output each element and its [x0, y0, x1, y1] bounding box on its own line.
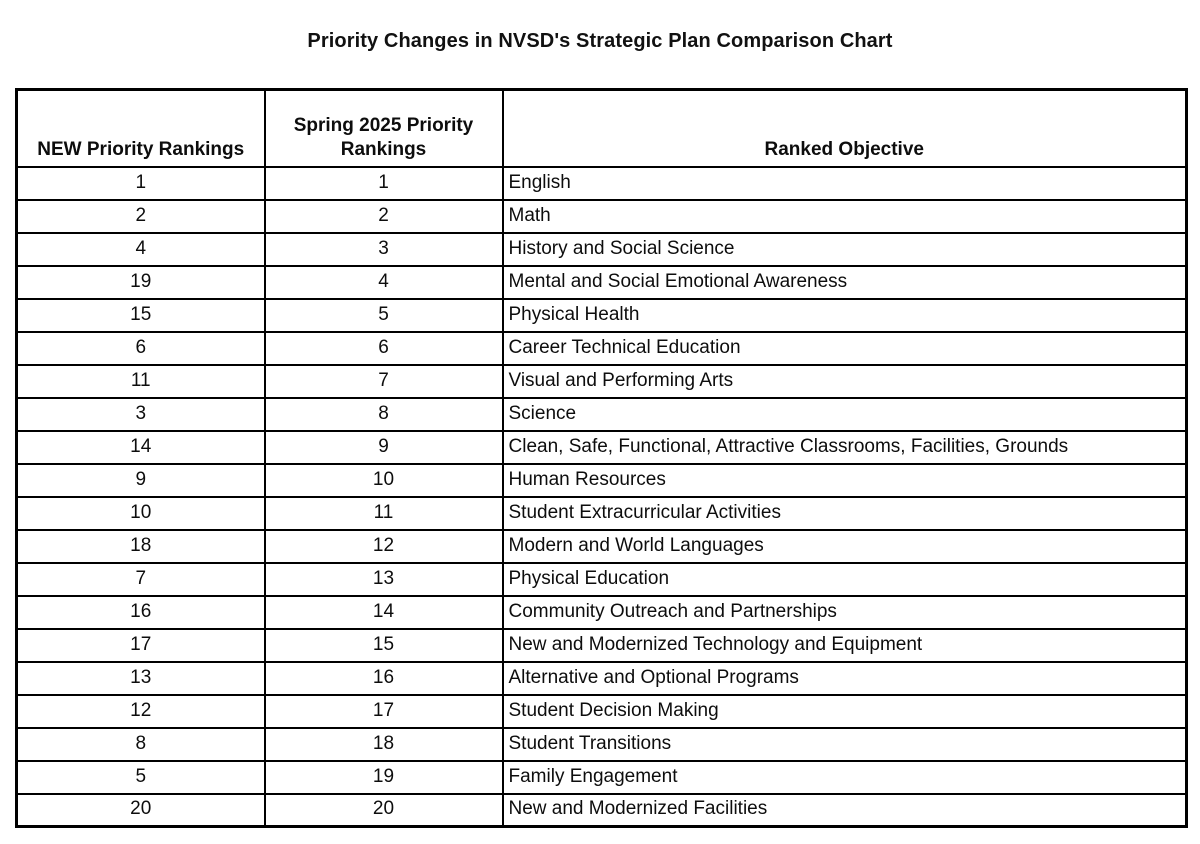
- spring-rank-cell: 16: [265, 662, 503, 695]
- spring-rank-cell: 11: [265, 497, 503, 530]
- objective-cell: Student Transitions: [503, 728, 1187, 761]
- spring-rank-cell: 8: [265, 398, 503, 431]
- objective-cell: Mental and Social Emotional Awareness: [503, 266, 1187, 299]
- table-row: [17, 629, 1187, 662]
- objective-cell: Math: [503, 200, 1187, 233]
- new-rank-cell: 14: [17, 431, 265, 464]
- header-spring-2025-priority-rankings: Spring 2025 Priority Rankings: [265, 90, 503, 167]
- spring-rank-cell: 10: [265, 464, 503, 497]
- new-rank-cell: 8: [17, 728, 265, 761]
- table-row: [17, 365, 1187, 398]
- spring-rank-cell: 9: [265, 431, 503, 464]
- spring-rank-cell: 13: [265, 563, 503, 596]
- new-rank-cell: 15: [17, 299, 265, 332]
- new-rank-cell: 1: [17, 167, 265, 200]
- table-row: [17, 200, 1187, 233]
- spring-rank-cell: 4: [265, 266, 503, 299]
- table-row: [17, 794, 1187, 827]
- objective-cell: Student Extracurricular Activities: [503, 497, 1187, 530]
- table-row: [17, 332, 1187, 365]
- objective-cell: Family Engagement: [503, 761, 1187, 794]
- objective-cell: Student Decision Making: [503, 695, 1187, 728]
- spring-rank-cell: 1: [265, 167, 503, 200]
- table-row: [17, 695, 1187, 728]
- objective-cell: Alternative and Optional Programs: [503, 662, 1187, 695]
- new-rank-cell: 16: [17, 596, 265, 629]
- table-row: [17, 167, 1187, 200]
- priority-comparison-table: [15, 88, 1188, 828]
- spring-rank-cell: 19: [265, 761, 503, 794]
- objective-cell: Modern and World Languages: [503, 530, 1187, 563]
- header-new-priority-rankings: NEW Priority Rankings: [17, 90, 265, 167]
- table-header: [17, 90, 1187, 167]
- header-row: [17, 90, 1187, 167]
- new-rank-cell: 7: [17, 563, 265, 596]
- table-row: [17, 596, 1187, 629]
- objective-cell: New and Modernized Technology and Equipment: [503, 629, 1187, 662]
- new-rank-cell: 2: [17, 200, 265, 233]
- new-rank-cell: 5: [17, 761, 265, 794]
- spring-rank-cell: 14: [265, 596, 503, 629]
- new-rank-cell: 18: [17, 530, 265, 563]
- spring-rank-cell: 17: [265, 695, 503, 728]
- header-ranked-objective: Ranked Objective: [503, 90, 1187, 167]
- spring-rank-cell: 12: [265, 530, 503, 563]
- table-row: [17, 464, 1187, 497]
- new-rank-cell: 3: [17, 398, 265, 431]
- objective-cell: Science: [503, 398, 1187, 431]
- table-row: [17, 398, 1187, 431]
- spring-rank-cell: 6: [265, 332, 503, 365]
- new-rank-cell: 13: [17, 662, 265, 695]
- new-rank-cell: 17: [17, 629, 265, 662]
- objective-cell: Career Technical Education: [503, 332, 1187, 365]
- table-row: [17, 266, 1187, 299]
- objective-cell: Clean, Safe, Functional, Attractive Classrooms, Facilities, Grounds: [503, 431, 1187, 464]
- objective-cell: Visual and Performing Arts: [503, 365, 1187, 398]
- spring-rank-cell: 15: [265, 629, 503, 662]
- page-title: Priority Changes in NVSD's Strategic Plan Comparison Chart: [307, 30, 893, 52]
- new-rank-cell: 11: [17, 365, 265, 398]
- new-rank-cell: 10: [17, 497, 265, 530]
- objective-cell: Community Outreach and Partnerships: [503, 596, 1187, 629]
- new-rank-cell: 9: [17, 464, 265, 497]
- new-rank-cell: 6: [17, 332, 265, 365]
- objective-cell: Physical Health: [503, 299, 1187, 332]
- spring-rank-cell: 7: [265, 365, 503, 398]
- objective-cell: English: [503, 167, 1187, 200]
- objective-cell: New and Modernized Facilities: [503, 794, 1187, 827]
- spring-rank-cell: 5: [265, 299, 503, 332]
- spring-rank-cell: 20: [265, 794, 503, 827]
- table-row: [17, 728, 1187, 761]
- new-rank-cell: 12: [17, 695, 265, 728]
- spring-rank-cell: 2: [265, 200, 503, 233]
- spring-rank-cell: 18: [265, 728, 503, 761]
- table-row: [17, 497, 1187, 530]
- table-body: [17, 167, 1187, 827]
- table-row: [17, 662, 1187, 695]
- objective-cell: History and Social Science: [503, 233, 1187, 266]
- objective-cell: Human Resources: [503, 464, 1187, 497]
- new-rank-cell: 4: [17, 233, 265, 266]
- spring-rank-cell: 3: [265, 233, 503, 266]
- table-row: [17, 233, 1187, 266]
- table-row: [17, 299, 1187, 332]
- new-rank-cell: 19: [17, 266, 265, 299]
- table-row: [17, 431, 1187, 464]
- table-row: [17, 761, 1187, 794]
- objective-cell: Physical Education: [503, 563, 1187, 596]
- table-row: [17, 530, 1187, 563]
- new-rank-cell: 20: [17, 794, 265, 827]
- table-row: [17, 563, 1187, 596]
